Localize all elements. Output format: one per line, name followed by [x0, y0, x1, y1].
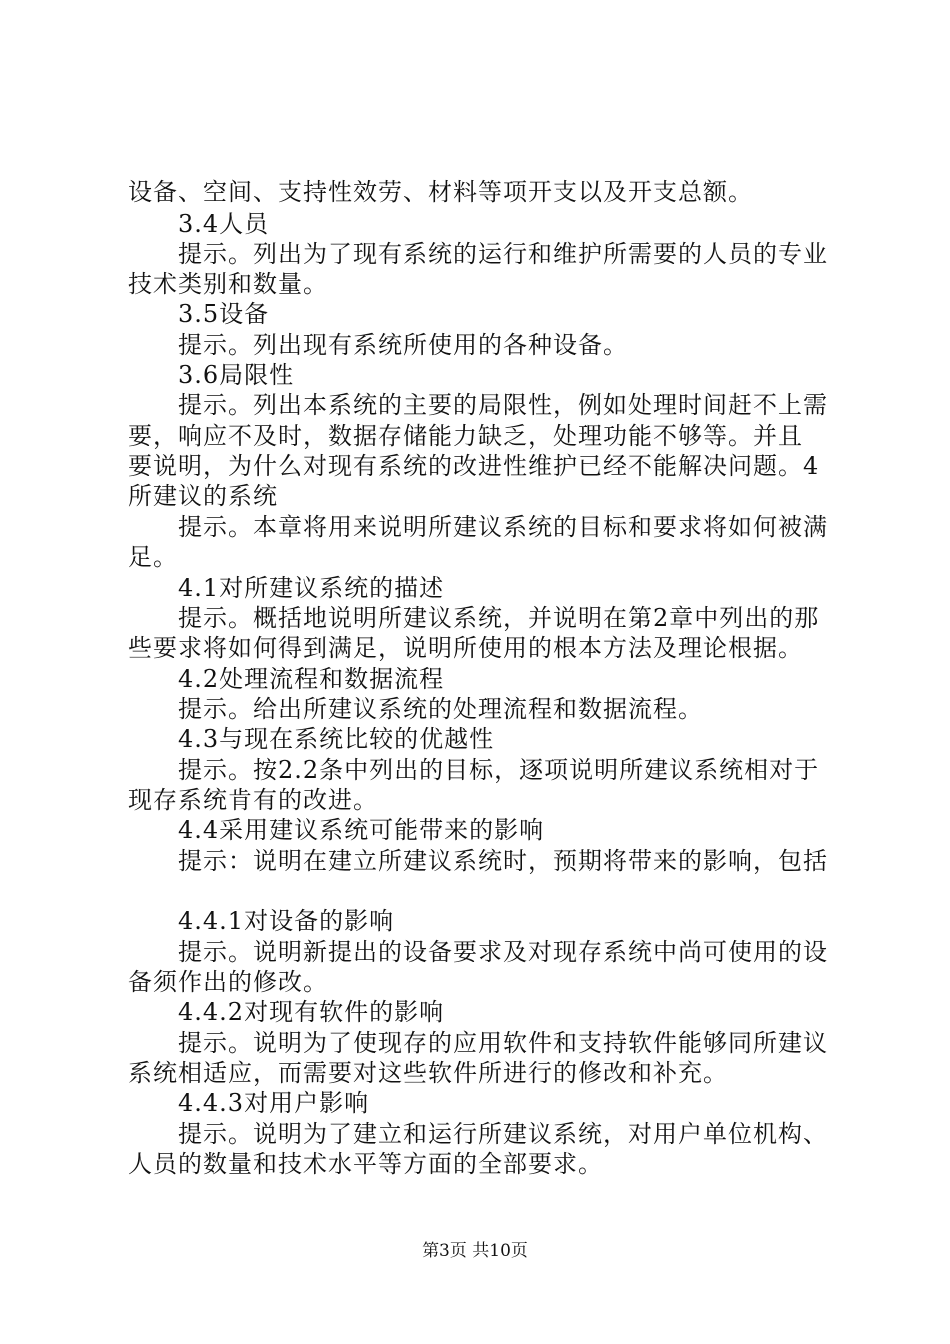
text-line: 提示。概括地说明所建议系统，并说明在第2章中列出的那: [178, 604, 820, 632]
text-line: 提示。说明为了建立和运行所建议系统，对用户单位机构、: [178, 1120, 828, 1148]
text-line: 人员的数量和技术水平等方面的全部要求。: [128, 1150, 603, 1178]
section-heading: 4.4采用建议系统可能带来的影响: [178, 816, 545, 844]
text-line: 些要求将如何得到满足，说明所使用的根本方法及理论根据。: [128, 634, 803, 662]
text-line: 现存系统肯有的改进。: [128, 786, 378, 814]
text-line: 提示。按2.2条中列出的目标，逐项说明所建议系统相对于: [178, 756, 820, 784]
section-heading: 3.6局限性: [178, 361, 295, 389]
page-number-footer: 第3页 共10页: [422, 1241, 528, 1261]
text-line: 系统相适应，而需要对这些软件所进行的修改和补充。: [128, 1059, 728, 1087]
section-heading: 4.4.1对设备的影响: [178, 907, 395, 935]
text-line: 提示。说明为了使现存的应用软件和支持软件能够同所建议: [178, 1029, 828, 1057]
text-line: 技术类别和数量。: [128, 270, 328, 298]
text-line: 要说明，为什么对现有系统的改进性维护已经不能解决问题。4: [128, 452, 820, 480]
text-line: 要，响应不及时，数据存储能力缺乏，处理功能不够等。并且: [128, 422, 803, 450]
text-line: 足。: [128, 543, 178, 571]
text-line: 提示。列出为了现有系统的运行和维护所需要的人员的专业: [178, 240, 828, 268]
section-heading: 3.4人员: [178, 210, 270, 238]
section-heading: 3.5设备: [178, 300, 270, 328]
section-heading: 4.4.3对用户影响: [178, 1089, 370, 1117]
section-heading: 4.2处理流程和数据流程: [178, 665, 445, 693]
text-line: 提示：说明在建立所建议系统时，预期将带来的影响，包括: [178, 847, 828, 875]
text-line: 提示。列出本系统的主要的局限性，例如处理时间赶不上需: [178, 391, 828, 419]
text-line: 设备、空间、支持性效劳、材料等项开支以及开支总额。: [128, 178, 753, 206]
text-line: 提示。本章将用来说明所建议系统的目标和要求将如何被满: [178, 513, 828, 541]
text-line: 提示。给出所建议系统的处理流程和数据流程。: [178, 695, 703, 723]
section-heading: 4.1对所建议系统的描述: [178, 574, 445, 602]
section-heading: 4.3与现在系统比较的优越性: [178, 725, 495, 753]
text-line: 提示。列出现有系统所使用的各种设备。: [178, 331, 628, 359]
text-line: 备须作出的修改。: [128, 968, 328, 996]
text-line: 所建议的系统: [128, 482, 278, 510]
text-line: 提示。说明新提出的设备要求及对现存系统中尚可使用的设: [178, 938, 828, 966]
section-heading: 4.4.2对现有软件的影响: [178, 998, 445, 1026]
